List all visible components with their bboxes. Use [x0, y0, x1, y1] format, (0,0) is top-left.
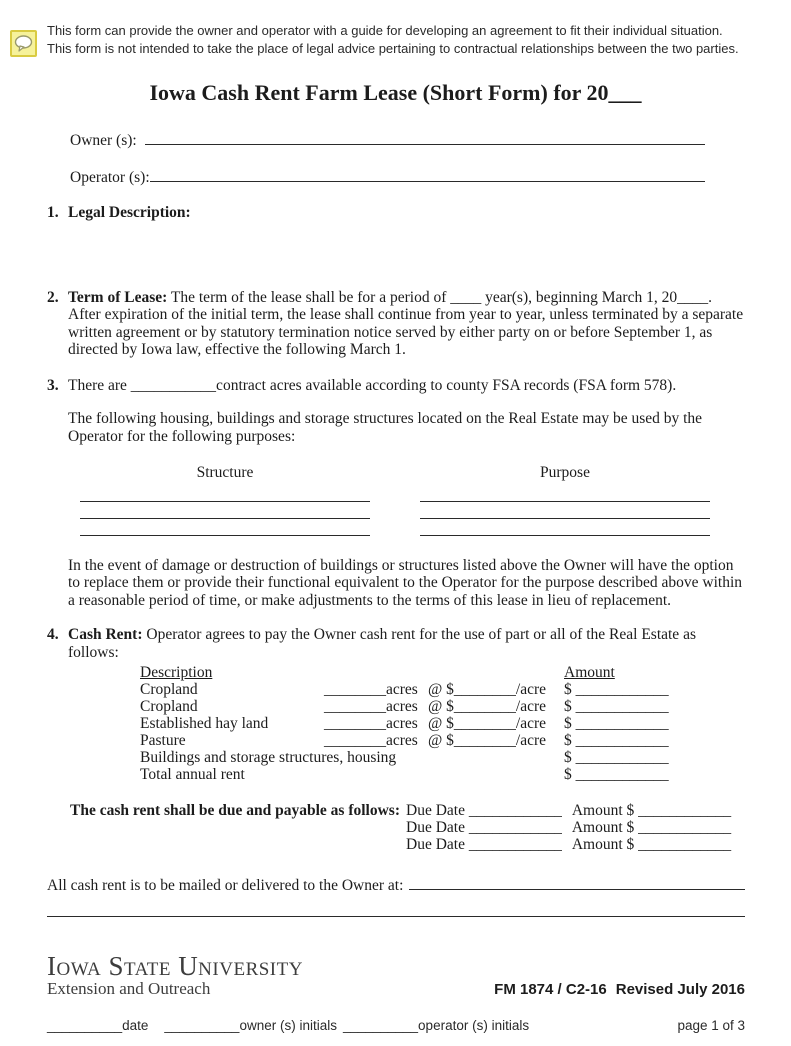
due-payable-block	[70, 802, 791, 853]
rent-row-rate-blank: @ $________/acre	[428, 715, 547, 732]
mailing-line	[47, 876, 745, 895]
mailing-fill-line-2	[47, 915, 745, 917]
section-4-paragraph	[68, 626, 745, 661]
section-2-body: The term of the lease shall be for a period of ____ year(s), beginning March 1, 20____. After expiration of the initial term, the lease shall continue from year to year, unless terminated by a separate written agreement or by statutory termination notice served by either party on or before September 1, as directed by Iowa law, effective the following March 1.	[68, 288, 744, 358]
section-2-heading: Term of Lease:	[68, 288, 168, 306]
operator-fill-line	[150, 168, 705, 182]
due-amount-blank: Amount $ ____________	[571, 802, 732, 819]
rent-row-acres-blank: ________acres	[324, 698, 418, 715]
structure-purpose-row	[80, 485, 710, 502]
isu-logo	[47, 950, 494, 999]
rent-row-amount-blank: $ ____________	[564, 681, 669, 698]
section-1-number: 1.	[47, 204, 59, 221]
description-header: Description	[140, 664, 213, 681]
structure-blank-line	[80, 520, 370, 536]
rent-row-rate-blank: @ $________/acre	[428, 732, 547, 749]
rent-row-amount-blank: $ ____________	[564, 766, 669, 783]
section-3	[47, 377, 745, 395]
rent-row-label: Total annual rent	[140, 766, 245, 783]
rent-row-label: Buildings and storage structures, housing	[140, 749, 397, 766]
disclaimer-text	[47, 22, 741, 57]
mailing-instruction: All cash rent is to be mailed or delivered to the Owner at:	[47, 877, 404, 894]
page-title: Iowa Cash Rent Farm Lease (Short Form) for 20___	[149, 80, 642, 105]
structure-blank-line	[80, 503, 370, 519]
rent-row-acres-blank: ________acres	[324, 732, 418, 749]
section-2-paragraph	[68, 289, 745, 359]
due-amount-blank: Amount $ ____________	[571, 836, 732, 853]
isu-wordmark: Iowa State University	[47, 950, 303, 981]
purpose-column-header: Purpose	[540, 464, 590, 481]
structure-column-header: Structure	[196, 464, 254, 481]
signature-blanks	[47, 1017, 677, 1035]
due-date-blank: Due Date ____________	[406, 836, 562, 853]
section-2	[47, 289, 745, 359]
form-number-code: FM 1874 / C2-16	[494, 981, 607, 998]
owner-line	[70, 131, 705, 150]
rent-row-label: Pasture	[140, 732, 186, 749]
operator-initials-blank: __________operator (s) initials	[342, 1017, 530, 1033]
purpose-blank-line	[420, 520, 710, 536]
purpose-blank-line	[420, 503, 710, 519]
document-page	[0, 22, 791, 1046]
operator-label: Operator (s):	[70, 168, 150, 186]
section-1-heading: Legal Description:	[68, 204, 191, 221]
rent-row-amount-blank: $ ____________	[564, 749, 669, 766]
footer	[47, 950, 745, 999]
section-4-body: Operator agrees to pay the Owner cash rent for the use of part or all of the Real Estate as follows:	[68, 626, 696, 661]
signature-row	[47, 1017, 745, 1035]
comment-annotation-icon[interactable]	[10, 30, 37, 57]
structure-purpose-row	[80, 519, 710, 536]
purpose-blank-line	[420, 486, 710, 502]
due-payable-label: The cash rent shall be due and payable as follows:	[70, 802, 401, 819]
due-date-blank: Due Date ____________	[406, 819, 562, 836]
section-4-number: 4.	[47, 626, 59, 643]
rent-row-amount-blank: $ ____________	[564, 715, 669, 732]
due-payable-rows	[406, 802, 731, 853]
rent-row-acres-blank: ________acres	[324, 681, 418, 698]
section-1	[47, 204, 745, 222]
rent-row-amount-blank: $ ____________	[564, 698, 669, 715]
section-2-number: 2.	[47, 288, 59, 306]
form-revision: Revised July 2016	[615, 981, 745, 998]
due-amount-blank: Amount $ ____________	[571, 819, 732, 836]
disclaimer-line-2: This form is not intended to take the place of legal advice pertaining to contractual relationships between the two parties.	[47, 40, 739, 56]
operator-line	[70, 168, 705, 187]
section-3-number: 3.	[47, 376, 59, 394]
mailing-fill-line	[409, 876, 745, 890]
structure-purpose-table	[80, 464, 710, 536]
structure-blank-line	[80, 486, 370, 502]
damage-paragraph: In the event of damage or destruction of buildings or structures listed above the Owner will have the option to replace them or provide their functional equivalent to the Operator for the purpose described above within a reasonable period of time, or make adjustments to the terms of this lease in lieu of replacement.	[68, 556, 743, 609]
rent-row-label: Cropland	[140, 681, 198, 698]
section-4	[47, 626, 745, 661]
owner-initials-blank: __________owner (s) initials	[164, 1017, 337, 1033]
rent-row-acres-blank: ________acres	[324, 715, 418, 732]
disclaimer-line-1: This form can provide the owner and operator with a guide for developing an agreement to fit their individual situation.	[47, 23, 723, 38]
structure-purpose-row	[80, 502, 710, 519]
section-3-body: There are ___________contract acres available according to county FSA records (FSA form 578).	[68, 376, 677, 394]
date-blank: __________date	[47, 1017, 149, 1033]
cash-rent-table	[140, 664, 791, 783]
structure-purpose-headers	[80, 464, 710, 482]
rent-row-label: Established hay land	[140, 715, 269, 732]
page-indicator: page 1 of 3	[677, 1017, 745, 1033]
owner-label: Owner (s):	[70, 132, 137, 149]
rent-row-rate-blank: @ $________/acre	[428, 698, 547, 715]
section-4-heading: Cash Rent:	[68, 626, 143, 643]
form-number	[494, 981, 745, 999]
speech-bubble-icon	[14, 35, 33, 52]
due-date-row	[406, 836, 731, 853]
amount-header: Amount	[564, 664, 615, 681]
due-date-row	[406, 819, 731, 836]
rent-row-label: Cropland	[140, 698, 198, 715]
due-date-row	[406, 802, 731, 819]
owner-fill-line	[145, 131, 705, 145]
rent-row-rate-blank: @ $________/acre	[428, 681, 547, 698]
rent-row-amount-blank: $ ____________	[564, 732, 669, 749]
housing-paragraph: The following housing, buildings and storage structures located on the Real Estate may be used by the Operator for the following purposes:	[68, 410, 703, 445]
isu-division: Extension and Outreach	[47, 978, 211, 998]
due-date-blank: Due Date ____________	[406, 802, 562, 819]
